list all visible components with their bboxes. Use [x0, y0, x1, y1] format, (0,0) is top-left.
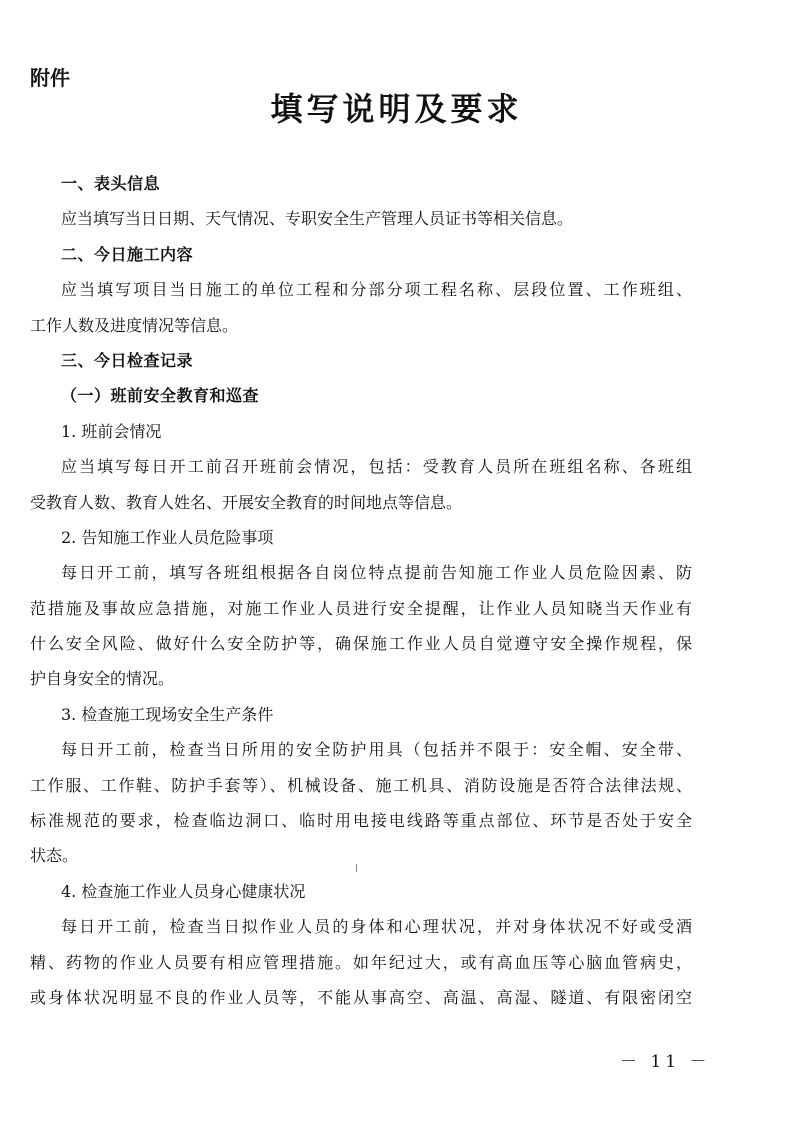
paragraph-line: 护自身安全的情况。 — [30, 669, 175, 689]
paragraph-line: 应当填写每日开工前召开班前会情况，包括：受教育人员所在班组名称、各班组 — [61, 457, 692, 477]
page-number: － 11 － — [620, 1052, 711, 1072]
paragraph-line: 标准规范的要求，检查临边洞口、临时用电接电线路等重点部位、环节是否处于安全 — [30, 811, 692, 831]
paragraph-line: 什么安全风险、做好什么安全防护等，确保施工作业人员自觉遵守安全操作规程，保 — [30, 634, 692, 654]
item-heading: 1. 班前会情况 — [61, 421, 162, 441]
page-title: 填写说明及要求 — [270, 90, 523, 128]
section-heading: 一、表头信息 — [61, 174, 161, 193]
item-heading: 3. 检查施工现场安全生产条件 — [61, 704, 274, 724]
section-heading: 三、今日检查记录 — [61, 350, 194, 370]
paragraph-line: 范措施及事故应急措施，对施工作业人员进行安全提醒，让作业人员知晓当天作业有 — [30, 598, 692, 618]
paragraph-line: 精、药物的作业人员要有相应管理措施。如年纪过大，或有高血压等心脑血管病史， — [30, 952, 692, 972]
paragraph-line: 或身体状况明显不良的作业人员等，不能从事高空、高温、高湿、隧道、有限密闭空 — [30, 987, 692, 1007]
item-heading: 4. 检查施工作业人员身心健康状况 — [61, 881, 306, 901]
subsection-heading: （一）班前安全教育和巡查 — [61, 386, 260, 406]
scan-mark — [356, 864, 357, 872]
section-heading: 二、今日施工内容 — [61, 244, 194, 264]
paragraph-line: 每日开工前，填写各班组根据各自岗位特点提前告知施工作业人员危险因素、防 — [61, 563, 692, 583]
paragraph-line: 应当填写项目当日施工的单位工程和分部分项工程名称、层段位置、工作班组、 — [61, 280, 692, 300]
paragraph-line: 工作服、工作鞋、防护手套等）、机械设备、施工机具、消防设施是否符合法律法规、 — [30, 775, 692, 795]
item-heading: 2. 告知施工作业人员危险事项 — [61, 527, 274, 547]
paragraph-line: 每日开工前，检查当日所用的安全防护用具（包括并不限于：安全帽、安全带、 — [61, 740, 692, 760]
attachment-label: 附件 — [30, 66, 70, 90]
paragraph-line: 状态。 — [30, 846, 79, 866]
paragraph-line: 工作人数及进度情况等信息。 — [30, 315, 239, 335]
paragraph-line: 受教育人数、教育人姓名、开展安全教育的时间地点等信息。 — [30, 492, 463, 512]
paragraph-line: 应当填写当日日期、天气情况、专职安全生产管理人员证书等相关信息。 — [61, 209, 574, 229]
document-body — [30, 166, 692, 1015]
paragraph-line: 每日开工前，检查当日拟作业人员的身体和心理状况，并对身体状况不好或受酒 — [61, 917, 692, 937]
